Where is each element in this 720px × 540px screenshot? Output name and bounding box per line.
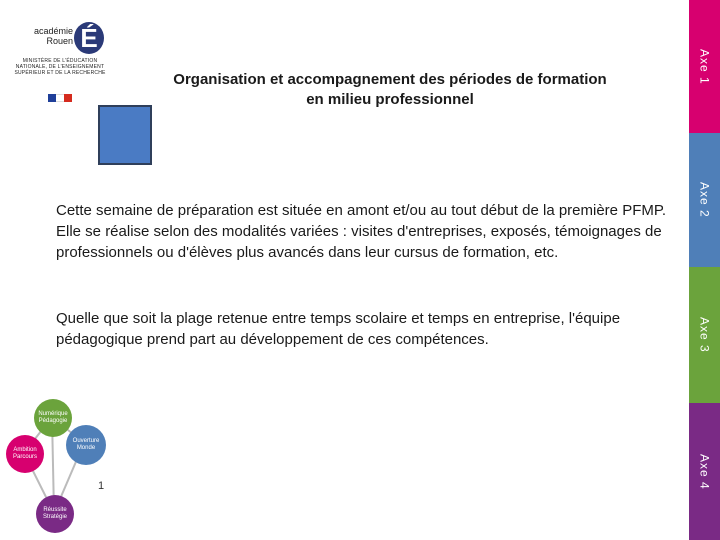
paragraph-preparation: Cette semaine de préparation est située en amont et/ou au tout début de la première PFMP. Elle se réalise selon des modalités variées : visites d'entreprises, exposés, témoignages de professionnels ou d'élèves plus avancés dans leur cursus de formation, etc. [56, 202, 667, 261]
axes-strip [689, 0, 720, 540]
axe-4-tab[interactable] [689, 403, 720, 540]
axe-2-tab[interactable] [689, 133, 720, 267]
svg-text:É: É [80, 23, 98, 53]
logo-academie-text [34, 26, 73, 46]
french-flag-icon [48, 94, 72, 102]
title-line-1: Organisation et accompagnement des périodes de formation [173, 71, 607, 88]
axe-4-label: Axe 4 [697, 453, 712, 490]
node-ouverture: Ouverture Monde [66, 425, 106, 465]
title-line-2: en milieu professionnel [306, 91, 474, 108]
logo-ministere: MINISTÈRE DE L'ÉDUCATION NATIONALE, DE L'ENSEIGNEMENT SUPÉRIEUR ET DE LA RECHERCHE [14, 58, 106, 76]
logo-rouen: Rouen [46, 36, 74, 46]
node-numerique: Numérique Pédagogie [34, 399, 72, 437]
page-title [120, 70, 660, 110]
academie-logo [8, 6, 108, 106]
axe-3-label: Axe 3 [697, 317, 712, 353]
axe-2-label: Axe 2 [697, 182, 712, 218]
node-reussite: Réussite Stratégie [36, 495, 74, 533]
axe-1-tab[interactable] [689, 0, 720, 133]
paragraph-competences: Quelle que soit la plage retenue entre temps scolaire et temps en entreprise, l'équipe pédagogique prend part au développement de ces compétences. [56, 310, 621, 348]
logo-academie: académie [34, 26, 74, 36]
page-number: 1 [98, 480, 105, 492]
node-ambition: Ambition Parcours [6, 435, 44, 473]
blue-square-placeholder [98, 105, 152, 165]
axe-1-label: Axe 1 [697, 48, 712, 85]
academie-e-icon [72, 14, 106, 56]
axes-diagram [6, 395, 116, 535]
axe-3-tab[interactable] [689, 267, 720, 403]
